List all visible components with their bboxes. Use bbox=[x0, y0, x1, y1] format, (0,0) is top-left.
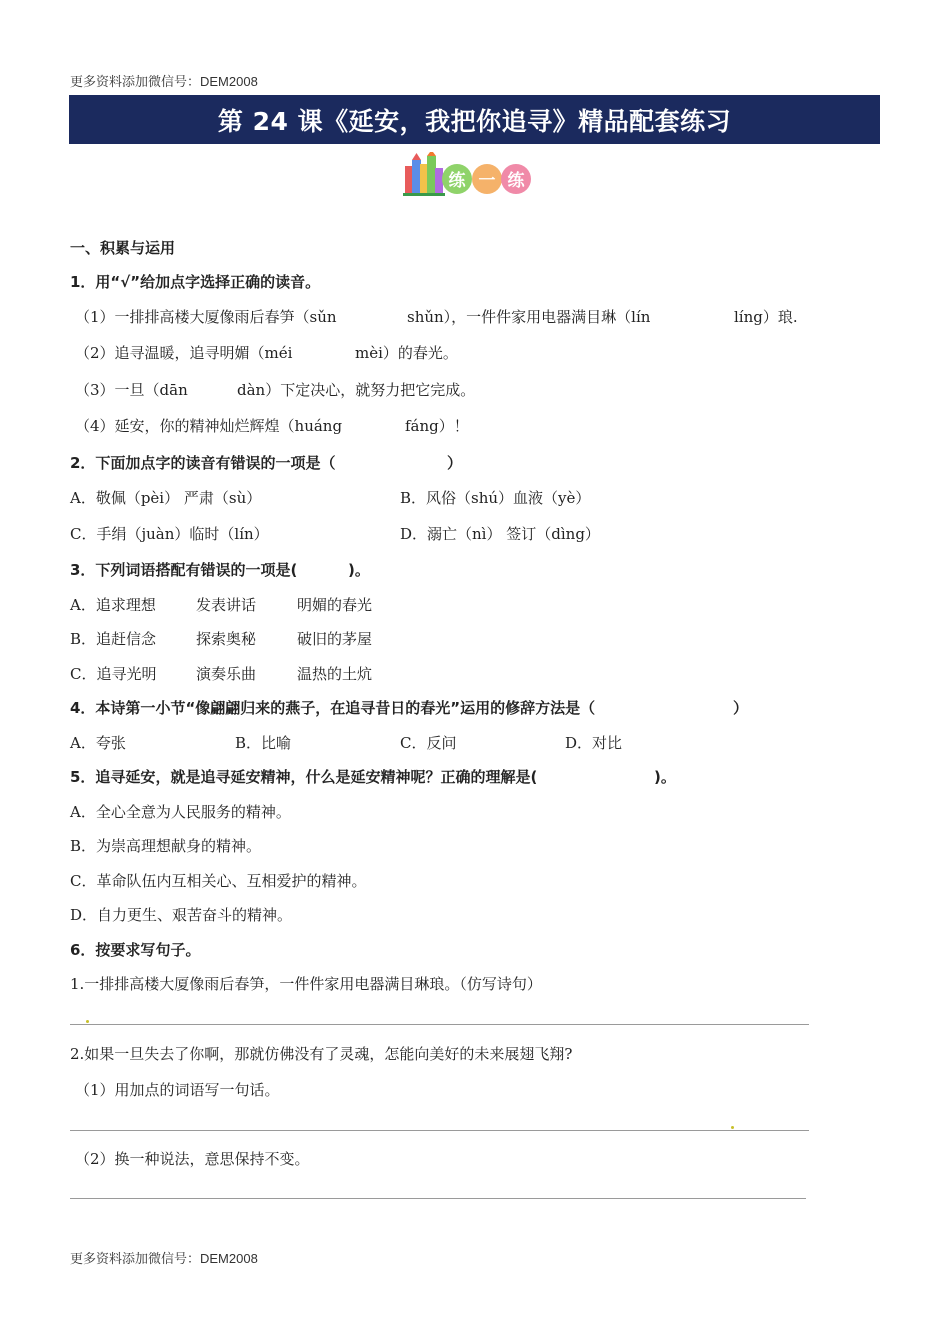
question-6-stem: 6．按要求写句子。 bbox=[70, 941, 201, 959]
question-4-stem-end: ） bbox=[733, 699, 749, 717]
q1-item-2a: （2）追寻温暖，追寻明媚（méi bbox=[75, 344, 293, 362]
q6-sentence-2: 2.如果一旦失去了你啊，那就仿佛没有了灵魂，怎能向美好的未来展翅飞翔? bbox=[70, 1045, 573, 1063]
decor-dot bbox=[731, 1126, 734, 1129]
q3-option-c-1: C．追寻光明 bbox=[70, 665, 157, 683]
q5-option-c: C．革命队伍内互相关心、互相爱护的精神。 bbox=[70, 872, 367, 890]
q3-option-b-2: 探索奥秘 bbox=[196, 630, 257, 648]
q2-option-a: A．敬佩（pèi） 严肃（sù） bbox=[70, 489, 262, 507]
q4-option-b: B．比喻 bbox=[235, 734, 292, 752]
q4-option-c: C．反问 bbox=[400, 734, 457, 752]
q6-sentence-1: 1.一排排高楼大厦像雨后春笋，一件件家用电器满目琳琅。（仿写诗句） bbox=[70, 975, 542, 993]
question-5-stem-end: )。 bbox=[654, 768, 676, 786]
q1-item-3a: （3）一旦（dān bbox=[75, 381, 188, 399]
q3-option-b-3: 破旧的茅屋 bbox=[297, 630, 373, 648]
q3-option-a-3: 明媚的春光 bbox=[297, 596, 373, 614]
question-2-stem-end: ） bbox=[447, 454, 463, 472]
q3-option-b-1: B．追赶信念 bbox=[70, 630, 157, 648]
q1-item-4a: （4）延安，你的精神灿烂辉煌（huáng bbox=[75, 417, 343, 435]
q5-option-d: D．自力更生、艰苦奋斗的精神。 bbox=[70, 906, 293, 924]
q3-option-a-1: A．追求理想 bbox=[70, 596, 156, 614]
q6-sub-1: （1）用加点的词语写一句话。 bbox=[75, 1081, 280, 1099]
answer-line-2[interactable] bbox=[70, 1130, 809, 1131]
q1-item-4b: fáng）！ bbox=[405, 417, 469, 435]
building-icon bbox=[403, 152, 445, 196]
answer-line-1[interactable] bbox=[70, 1024, 809, 1025]
q1-item-1a: （1）一排排高楼大厦像雨后春笋（sǔn bbox=[75, 308, 337, 326]
q5-option-a: A．全心全意为人民服务的精神。 bbox=[70, 803, 291, 821]
q2-option-b: B．风俗（shú）血液（yè） bbox=[400, 489, 591, 507]
q1-item-2b: mèi）的春光。 bbox=[355, 344, 458, 362]
question-4-stem: 4．本诗第一小节“像翩翩归来的燕子，在追寻昔日的春光”运用的修辞方法是（ bbox=[70, 699, 596, 717]
badge-char-1: 练 bbox=[448, 171, 466, 191]
q1-item-3b: dàn）下定决心，就努力把它完成。 bbox=[237, 381, 476, 399]
q3-option-a-2: 发表讲话 bbox=[196, 596, 257, 614]
section-heading: 一、积累与运用 bbox=[70, 239, 176, 257]
page-title: 第 24 课《延安，我把你追寻》精品配套练习 bbox=[217, 106, 732, 136]
q4-option-d: D．对比 bbox=[565, 734, 623, 752]
q2-option-c: C．手绢（juàn）临时（lín） bbox=[70, 525, 269, 543]
title-banner bbox=[69, 95, 880, 144]
q3-option-c-3: 温热的土炕 bbox=[297, 665, 373, 683]
q5-option-b: B．为崇高理想献身的精神。 bbox=[70, 837, 262, 855]
badge-char-2: 一 bbox=[478, 171, 496, 191]
q1-item-1b: shǔn），一件件家用电器满目琳（lín bbox=[407, 308, 651, 326]
q3-option-c-2: 演奏乐曲 bbox=[196, 665, 257, 683]
q2-option-d: D．溺亡（nì） 签订（dìng） bbox=[400, 525, 600, 543]
q6-sub-2: （2）换一种说法，意思保持不变。 bbox=[75, 1150, 310, 1168]
q4-option-a: A．夸张 bbox=[70, 734, 126, 752]
practice-badge-icon bbox=[403, 152, 533, 198]
question-3-stem: 3．下列词语搭配有错误的一项是( bbox=[70, 561, 298, 579]
question-3-stem-end: )。 bbox=[348, 561, 370, 579]
decor-dot bbox=[86, 1020, 89, 1023]
footer-note: 更多资料添加微信号：DEM2008 bbox=[70, 1251, 258, 1266]
question-5-stem: 5．追寻延安，就是追寻延安精神，什么是延安精神呢？正确的理解是( bbox=[70, 768, 538, 786]
question-2-stem: 2．下面加点字的读音有错误的一项是（ bbox=[70, 454, 336, 472]
header-note: 更多资料添加微信号：DEM2008 bbox=[70, 74, 258, 89]
badge-char-3: 练 bbox=[507, 171, 525, 191]
answer-line-3[interactable] bbox=[70, 1198, 806, 1199]
question-1-stem: 1．用“√”给加点字选择正确的读音。 bbox=[70, 273, 321, 291]
q1-item-1c: líng）琅. bbox=[734, 308, 798, 326]
